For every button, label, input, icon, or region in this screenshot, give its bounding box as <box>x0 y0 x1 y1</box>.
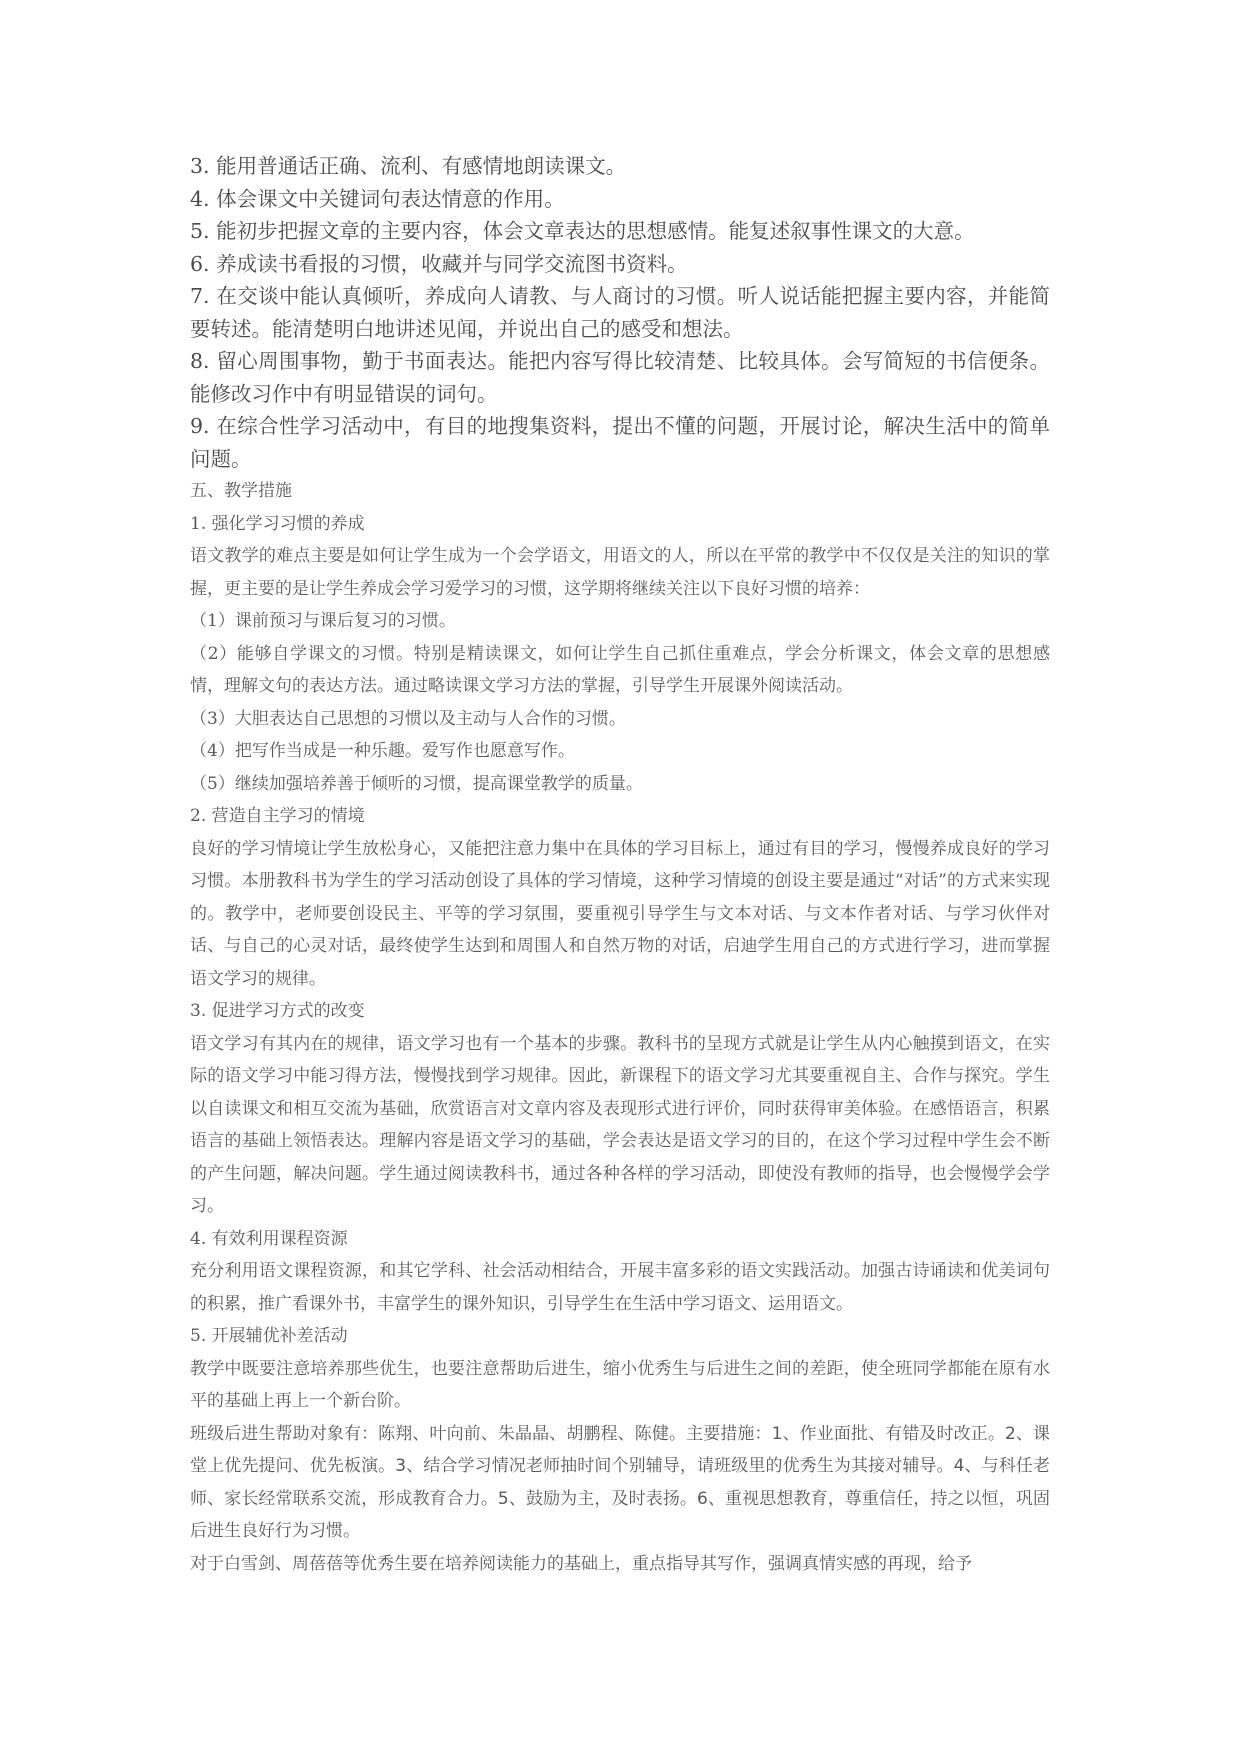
document-page <box>190 150 1050 1580</box>
measure-5-top-students: 对于白雪剑、周蓓蓓等优秀生要在培养阅读能力的基础上，重点指导其写作，强调真情实感的再现，给予 <box>190 1553 972 1574</box>
habit-item-2: （2）能够自学课文的习惯。特别是精读课文，如何让学生自己抓住重难点，学会分析课文，体会文章的思想感情，理解文句的表达方法。通过略读课文学习方法的掌握，引导学生开展课外阅读活动。 <box>190 643 1050 696</box>
goal-item-7: 7. 在交谈中能认真倾听，养成向人请教、与人商讨的习惯。听人说话能把握主要内容，并能简要转述。能清楚明白地讲述见闻，并说出自己的感受和想法。 <box>190 284 1050 341</box>
measure-3-body: 语文学习有其内在的规律，语文学习也有一个基本的步骤。教科书的呈现方式就是让学生从内心触摸到语文，在实际的语文学习中能习得方法，慢慢找到学习规律。因此，新课程下的语文学习尤其要重视自主、合作与探究。学生以自读课文和相互交流为基础，欣赏语言对文章内容及表现形式进行评价，同时获得审美体验。在感悟语言，积累语言的基础上领悟表达。理解内容是语文学习的基础，学会表达是语文学习的目的，在这个学习过程中学生会不断的产生问题，解决问题。学生通过阅读教科书，通过各种各样的学习活动，即使没有教师的指导，也会慢慢学会学习。 <box>190 1033 1050 1216</box>
measure-5-laggards: 班级后进生帮助对象有：陈翔、叶向前、朱晶晶、胡鹏程、陈健。主要措施：1、作业面批、有错及时改正。2、课堂上优先提问、优先板演。3、结合学习情况老师抽时间个别辅导，请班级里的优秀生为其接对辅导。4、与科任老师、家长经常联系交流，形成教育合力。5、鼓励为主，及时表扬。6、重视思想教育，尊重信任，持之以恒，巩固后进生良好行为习惯。 <box>190 1423 1050 1541</box>
measure-1-intro: 语文教学的难点主要是如何让学生成为一个会学语文，用语文的人，所以在平常的教学中不仅仅是关注的知识的掌握，更主要的是让学生养成会学习爱学习的习惯，这学期将继续关注以下良好习惯的培养： <box>190 546 1050 599</box>
measure-5-body: 教学中既要注意培养那些优生，也要注意帮助后进生，缩小优秀生与后进生之间的差距，使全班同学都能在原有水平的基础上再上一个新台阶。 <box>190 1358 1050 1411</box>
goal-item-5: 5. 能初步把握文章的主要内容，体会文章表达的思想感情。能复述叙事性课文的大意。 <box>190 219 975 243</box>
goal-item-9: 9. 在综合性学习活动中，有目的地搜集资料，提出不懂的问题，开展讨论，解决生活中的简单问题。 <box>190 414 1050 471</box>
goal-item-3: 3. 能用普通话正确、流利、有感情地朗读课文。 <box>190 154 627 178</box>
measure-5-title: 5. 开展辅优补差活动 <box>190 1326 348 1346</box>
habit-item-4: （4）把写作当成是一种乐趣。爱写作也愿意写作。 <box>190 741 575 761</box>
measure-1-title: 1. 强化学习习惯的养成 <box>190 513 365 534</box>
measure-4-body: 充分利用语文课程资源，和其它学科、社会活动相结合，开展丰富多彩的语文实践活动。加强古诗诵读和优美词句的积累，推广看课外书，丰富学生的课外知识，引导学生在生活中学习语文、运用语文。 <box>190 1261 1050 1314</box>
section-heading: 五、教学措施 <box>190 481 292 501</box>
habit-item-5: （5）继续加强培养善于倾听的习惯，提高课堂教学的质量。 <box>190 773 643 794</box>
goal-item-6: 6. 养成读书看报的习惯，收藏并与同学交流图书资料。 <box>190 251 688 276</box>
habit-item-3: （3）大胆表达自己思想的习惯以及主动与人合作的习惯。 <box>190 708 626 729</box>
measure-2-body: 良好的学习情境让学生放松身心，又能把注意力集中在具体的学习目标上，通过有目的学习，慢慢养成良好的学习习惯。本册教科书为学生的学习活动创设了具体的学习情境，这种学习情境的创设主要是通过“对话”的方式来实现的。教学中，老师要创设民主、平等的学习氛围，要重视引导学生与文本对话、与文本作者对话、与学习伙伴对话、与自己的心灵对话，最终使学生达到和周围人和自然万物的对话，启迪学生用自己的方式进行学习，进而掌握语文学习的规律。 <box>190 838 1050 989</box>
measure-4-title: 4. 有效利用课程资源 <box>190 1228 348 1249</box>
goal-item-8: 8. 留心周围事物，勤于书面表达。能把内容写得比较清楚、比较具体。会写简短的书信便条。能修改习作中有明显错误的词句。 <box>190 349 1050 406</box>
habit-item-1: （1）课前预习与课后复习的习惯。 <box>190 611 456 631</box>
measure-2-title: 2. 营造自主学习的情境 <box>190 806 365 826</box>
measure-3-title: 3. 促进学习方式的改变 <box>190 1001 365 1021</box>
goal-item-4: 4. 体会课文中关键词句表达情意的作用。 <box>190 186 565 211</box>
